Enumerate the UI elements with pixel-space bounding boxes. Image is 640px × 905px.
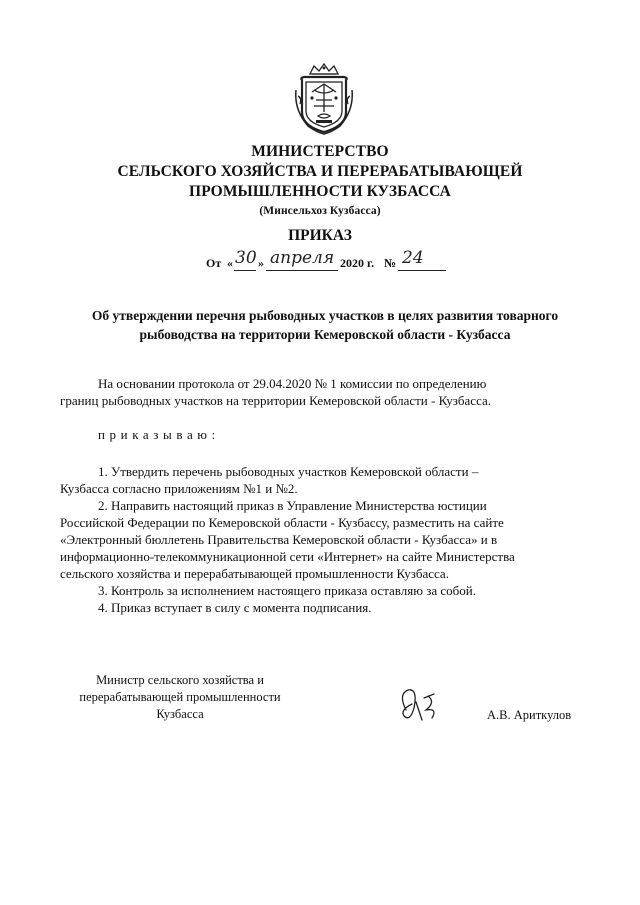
subject-line-2: рыбоводства на территории Кемеровской области - Кузбасса [139, 327, 511, 342]
date-year: 2020 г. [340, 256, 375, 270]
date-close-quote: » [258, 256, 264, 270]
item-2-line-4: информационно-телекоммуникационной сети «Интернет» на сайте Министерства [60, 549, 515, 564]
order-subject [40, 306, 610, 344]
ministry-line-2: СЕЛЬСКОГО ХОЗЯЙСТВА И ПЕРЕРАБАТЫВАЮЩЕЙ [117, 163, 523, 180]
item-2-line-2: Российской Федерации по Кемеровской области - Кузбассу, разместить на сайте [60, 515, 504, 530]
date-open-quote: « [227, 256, 233, 270]
item-2-line-1: 2. Направить настоящий приказ в Управление Министерства юстиции [98, 498, 487, 513]
ministry-abbreviation: (Минсельхоз Кузбасса) [259, 205, 381, 217]
item-1-line-2: Кузбасса согласно приложениям №1 и №2. [60, 481, 298, 496]
item-4: 4. Приказ вступает в силу с момента подписания. [98, 600, 372, 615]
number-underline [398, 270, 446, 271]
ministry-line-3: ПРОМЫШЛЕННОСТИ КУЗБАССА [189, 183, 451, 200]
item-3: 3. Контроль за исполнением настоящего приказа оставляю за собой. [98, 583, 476, 598]
coat-of-arms-emblem [292, 60, 356, 136]
subject-line-1: Об утверждении перечня рыбоводных участков в целях развития товарного [91, 308, 559, 323]
month-underline [266, 270, 338, 271]
basis-line-2: границ рыбоводных участков на территории Кемеровской области - Кузбасса. [60, 393, 492, 408]
item-1-line-1: 1. Утвердить перечень рыбоводных участков Кемеровской области – [98, 464, 479, 479]
order-title: ПРИКАЗ [288, 227, 352, 244]
decree-word: приказываю: [98, 427, 220, 442]
position-line-1: Министр сельского хозяйства и [96, 673, 264, 687]
signatory-name: А.В. Ариткулов [487, 708, 572, 722]
item-2-line-3: «Электронный бюллетень Правительства Кемеровской области - Кузбасса» и в [60, 532, 498, 547]
handwritten-signature [392, 680, 462, 730]
ministry-header [0, 142, 640, 219]
order-number-handwritten: 24 [402, 248, 424, 268]
position-line-2: перерабатывающей промышленности [79, 690, 281, 704]
number-sign: № [384, 256, 397, 270]
basis-paragraph [60, 375, 595, 409]
order-date-number [206, 248, 466, 274]
date-month-handwritten: апреля [270, 248, 335, 268]
basis-line-1: На основании протокола от 29.04.2020 № 1 комиссии по определению [98, 376, 487, 391]
day-underline [234, 270, 256, 271]
item-2-line-5: сельского хозяйства и перерабатывающей промышленности Кузбасса. [60, 566, 449, 581]
ministry-line-1: МИНИСТЕРСТВО [251, 143, 389, 160]
order-items [60, 463, 595, 616]
position-line-3: Кузбасса [156, 707, 204, 721]
signatory-position [55, 672, 305, 723]
date-day-handwritten: 30 [235, 248, 257, 268]
date-prefix: От [206, 256, 222, 270]
